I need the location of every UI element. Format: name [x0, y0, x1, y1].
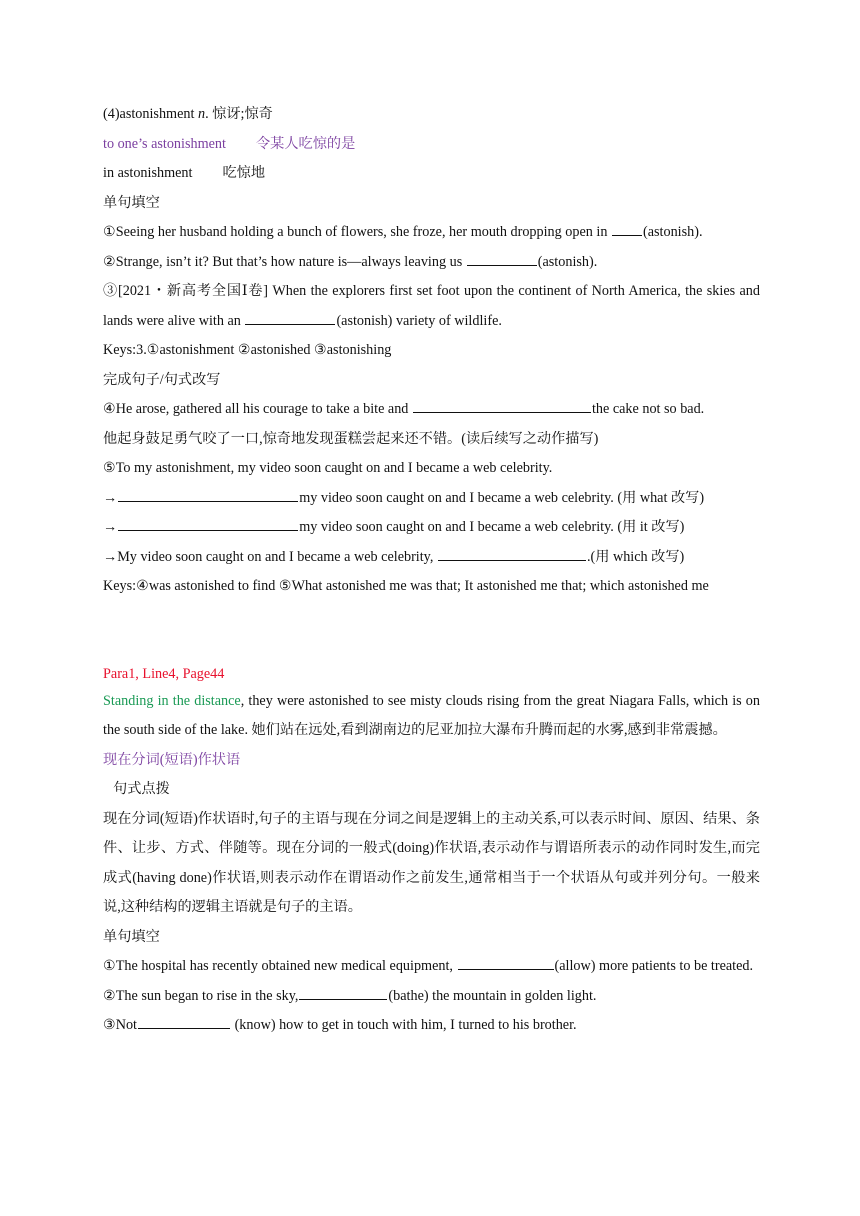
- tip-label: 句式点拨: [113, 781, 170, 797]
- rewrite-it: → my video soon caught on and I became a web celebrity. (用 it 改写): [103, 513, 760, 543]
- rewrite-label: 完成句子/句式改写: [103, 371, 221, 388]
- answer-blank[interactable]: [612, 221, 642, 236]
- answer-blank[interactable]: [467, 251, 537, 266]
- fill-label: 单句填空: [103, 194, 160, 211]
- document-page: [103, 100, 760, 1041]
- phrase-to-ones-astonishment: to one’s astonishment 令某人吃惊的是: [103, 135, 356, 152]
- answer-blank[interactable]: [458, 955, 554, 970]
- answer-blank[interactable]: [118, 487, 298, 502]
- answer-blank[interactable]: [118, 516, 298, 531]
- question-3: ③[2021・新高考全国Ⅰ卷] When the explorers first set foot upon the continent of North America, the skies and lands were alive with an (astonish) variety of wildlife.: [103, 283, 760, 329]
- answer-blank[interactable]: [413, 398, 591, 413]
- answer-blank[interactable]: [245, 310, 335, 325]
- answer-blank[interactable]: [299, 985, 387, 1000]
- keys-2: Keys:④was astonished to find ⑤What astonished me was that; It astonished me that; which astonished me: [103, 578, 709, 594]
- phrase-in-astonishment: in astonishment 吃惊地: [103, 165, 266, 181]
- rewrite-what: → my video soon caught on and I became a web celebrity. (用 what 改写): [103, 484, 760, 514]
- question-2-3: ③Not (know) how to get in touch with him, I turned to his brother.: [103, 1011, 760, 1041]
- keys-1: Keys:3.①astonishment ②astonished ③astonishing: [103, 342, 392, 358]
- section-spacer: [103, 602, 760, 661]
- question-4: ④He arose, gathered all his courage to take a bite and the cake not so bad.: [103, 395, 760, 425]
- question-2: ②Strange, isn’t it? But that’s how nature is—always leaving us (astonish).: [103, 248, 760, 278]
- fill-label-2: 单句填空: [103, 928, 160, 945]
- answer-blank[interactable]: [138, 1014, 230, 1029]
- question-1: ①Seeing her husband holding a bunch of flowers, she froze, her mouth dropping open in (astonish).: [103, 218, 760, 248]
- question-4-translation: 他起身鼓足勇气咬了一口,惊奇地发现蛋糕尝起来还不错。(读后续写之动作描写): [103, 430, 599, 447]
- answer-blank[interactable]: [438, 546, 586, 561]
- grammar-title: 现在分词(短语)作状语: [103, 751, 241, 768]
- text-reference: Para1, Line4, Page44: [103, 665, 225, 682]
- rewrite-which: →My video soon caught on and I became a web celebrity, .(用 which 改写): [103, 543, 760, 573]
- vocab-heading: (4)astonishment n. 惊讶;惊奇: [103, 106, 273, 122]
- question-2-1: ①The hospital has recently obtained new medical equipment, (allow) more patients to be treated.: [103, 952, 760, 982]
- example-sentence: Standing in the distance, they were astonished to see misty clouds rising from the great Niagara Falls, which is on the south side of the lake. 她们站在远处,看到湖南边的尼亚加拉大瀑布升腾而起的水雾,感到非常震撼。: [103, 692, 760, 738]
- grammar-explanation: 现在分词(短语)作状语时,句子的主语与现在分词之间是逻辑上的主动关系,可以表示时间、原因、结果、条件、让步、方式、伴随等。现在分词的一般式(doing)作状语,表示动作与谓语所表示的动作同时发生,而完成式(having done)作状语,则表示动作在谓语动作之前发生,通常相当于一个状语从句或并列分句。一般来说,这种结构的逻辑主语就是句子的主语。: [103, 810, 760, 915]
- question-2-2: ②The sun began to rise in the sky, (bathe) the mountain in golden light.: [103, 982, 760, 1012]
- question-5: ⑤To my astonishment, my video soon caught on and I became a web celebrity.: [103, 460, 553, 476]
